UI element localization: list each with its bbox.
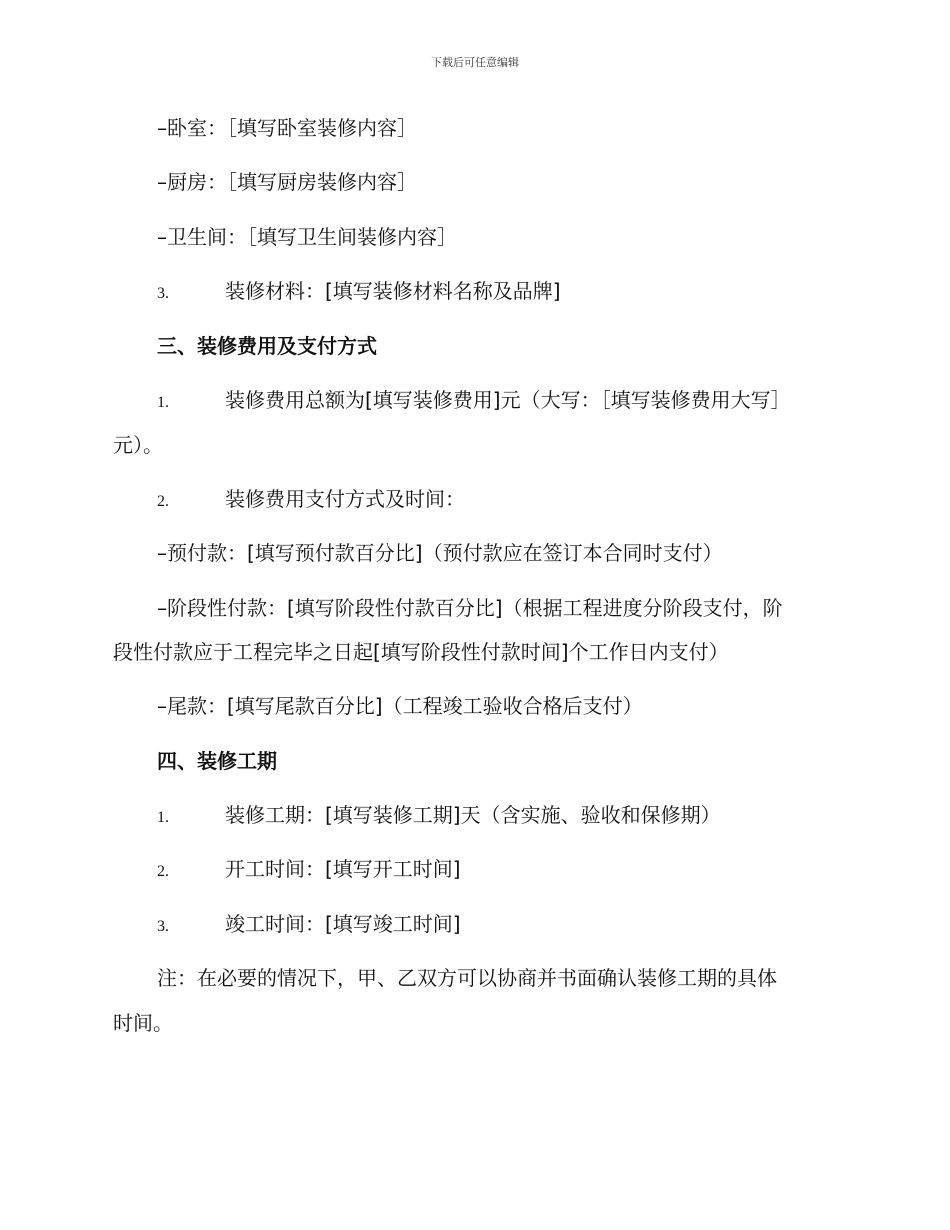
bedroom-item: –卧室：［填写卧室装修内容］: [157, 116, 417, 140]
stage-payment-item: –阶段性付款：[填写阶段性付款百分比]（根据工程进度分阶段支付，阶: [157, 596, 783, 620]
list-number: 2.: [157, 863, 169, 880]
section-4-heading: 四、装修工期: [157, 749, 277, 773]
stage-payment-continuation: 段性付款应于工程完毕之日起[填写阶段性付款时间]个工作日内支付）: [113, 640, 729, 664]
bathroom-item: –卫生间：［填写卫生间装修内容］: [157, 225, 457, 249]
list-number: 1.: [157, 394, 169, 411]
prepayment-item: –预付款：[填写预付款百分比]（预付款应在签订本合同时支付）: [157, 541, 723, 565]
final-payment-item: –尾款：[填写尾款百分比]（工程竣工验收合格后支付）: [157, 694, 643, 718]
section-3-heading: 三、装修费用及支付方式: [157, 334, 377, 358]
fee-total-item: [157, 386, 791, 417]
kitchen-item: –厨房：［填写厨房装修内容］: [157, 170, 417, 194]
note-continuation: 时间。: [113, 1011, 173, 1035]
start-time-text: 开工时间：[填写开工时间]: [225, 857, 461, 881]
end-time-text: 竣工时间：[填写竣工时间]: [225, 912, 461, 936]
list-number: 2.: [157, 493, 169, 510]
fee-total-continuation: 元）。: [113, 433, 163, 457]
materials-item: [157, 277, 561, 308]
note-paragraph: 注：在必要的情况下，甲、乙双方可以协商并书面确认装修工期的具体: [157, 966, 777, 990]
list-number: 1.: [157, 809, 169, 826]
page-header: 下载后可任意编辑: [431, 56, 519, 69]
materials-text: 装修材料：[填写装修材料名称及品牌]: [225, 279, 561, 303]
start-time-item: [157, 855, 461, 886]
period-item: [157, 801, 721, 832]
fee-total-text: 装修费用总额为[填写装修费用]元（大写：［填写装修费用大写］: [225, 388, 791, 412]
payment-method-text: 装修费用支付方式及时间：: [225, 487, 465, 511]
list-number: 3.: [157, 285, 169, 302]
payment-method-item: [157, 485, 465, 516]
period-text: 装修工期：[填写装修工期]天（含实施、验收和保修期）: [225, 803, 721, 827]
end-time-item: [157, 910, 461, 941]
list-number: 3.: [157, 918, 169, 935]
